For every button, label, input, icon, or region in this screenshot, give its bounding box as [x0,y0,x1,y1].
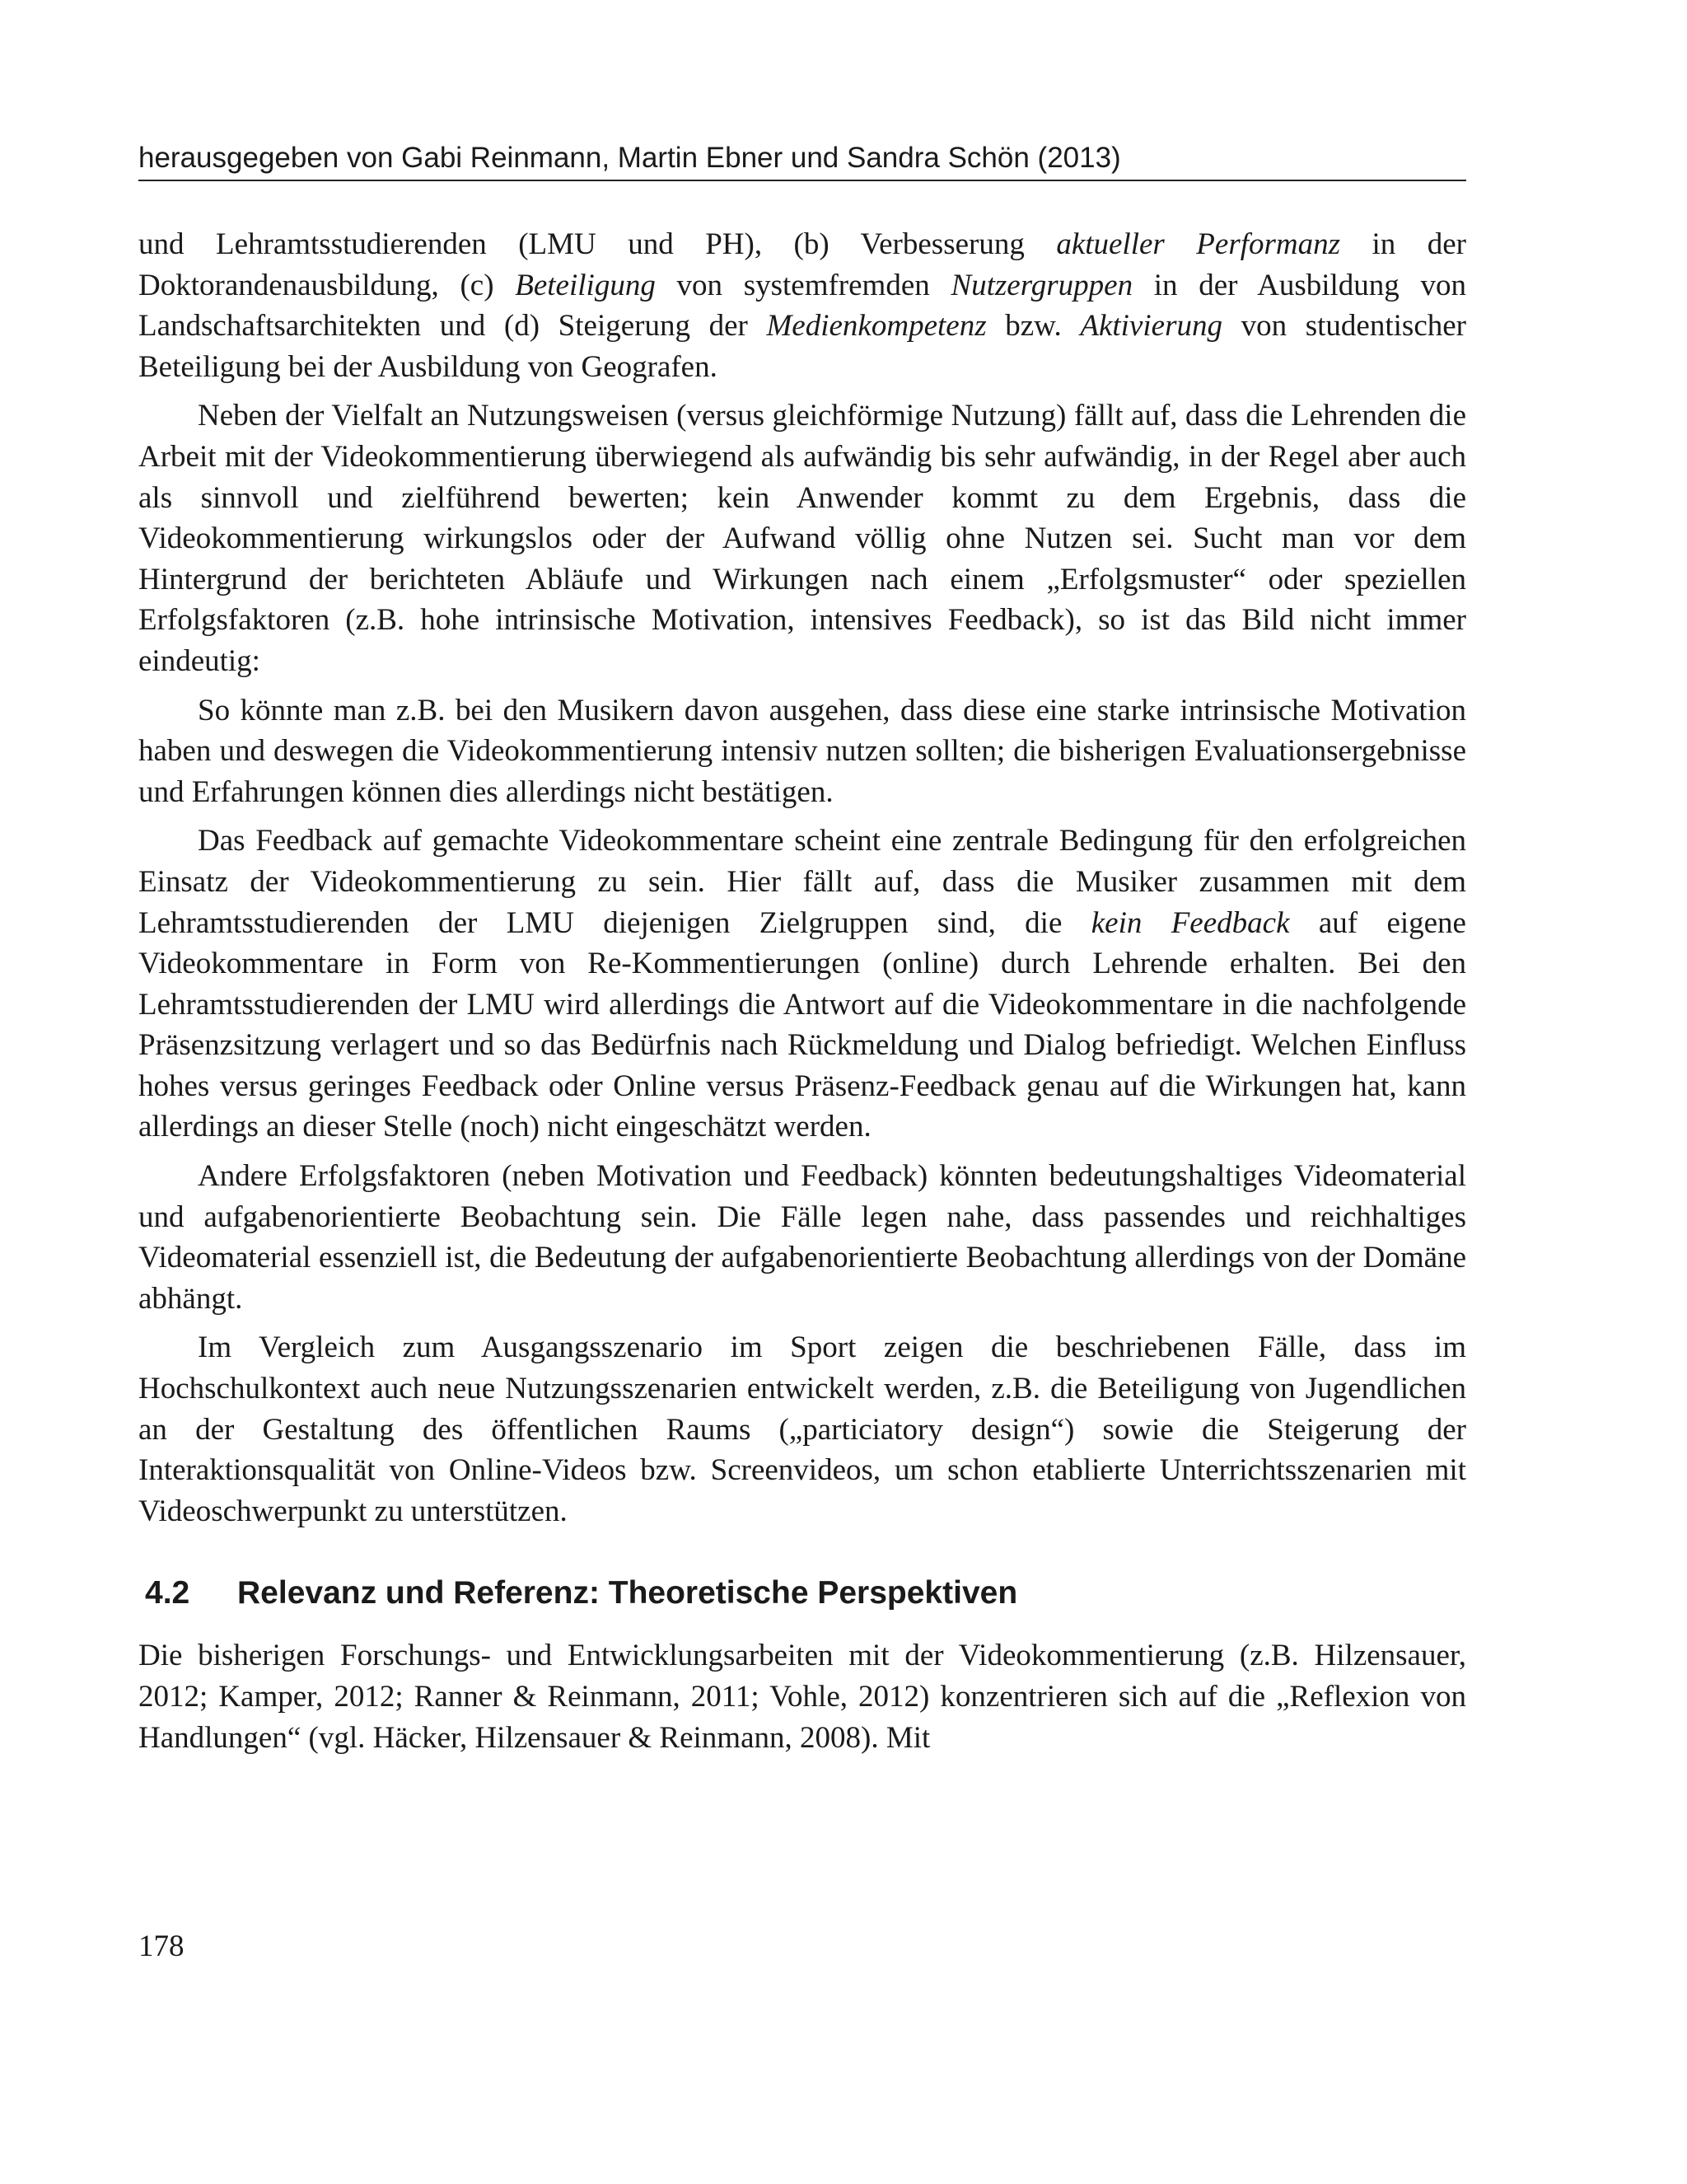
emphasis: Beteiligung [515,268,656,302]
text-run: Das Feedback auf gemachte Videokommentare scheint eine zentrale Bedingung für den erfolgreichen Einsatz der Videokommentierung zu sein. Hier fällt auf, dass die Musiker zusammen mit dem Lehramtsstudierenden der LMU diejenigen Zielgruppen sind, die [138,824,1466,940]
emphasis: Medienkompetenz [766,309,987,344]
paragraph-7: Die bisherigen Forschungs- und Entwicklungsarbeiten mit der Videokommentierung (z.B. Hilzensauer, 2012; Kamper, 2012; Ranner & Reinmann, 2011; Vohle, 2012) konzentrieren sich auf die „Reflexion von Handlungen“ (vgl. Häcker, Hilzensauer & Reinmann, 2008). Mit [138,1639,1466,1755]
text-run: in der Doktorandenausbildung, (c) [138,227,1466,302]
body-text [138,224,1466,1766]
paragraph-1 [138,224,1466,387]
text-run: von studentischer Beteiligung bei der Ausbildung von Geografen. [138,309,1466,384]
text-run: bzw. [986,309,1081,344]
text-run: von systemfremden [655,268,951,302]
emphasis: Aktivierung [1080,309,1222,344]
text-run: und Lehramtsstudierenden (LMU und PH), (b) Verbesserung [138,227,1057,261]
document-page [138,0,1466,2184]
paragraph-3: So könnte man z.B. bei den Musikern davon ausgehen, dass diese eine starke intrinsische Motivation haben und deswegen die Videokommentierung intensiv nutzen sollten; die bisherigen Evaluationsergebnisse und Erfahrungen können dies allerdings nicht bestätigen. [138,693,1466,809]
emphasis: aktueller Performanz [1056,227,1341,261]
emphasis: Nutzergruppen [951,268,1133,302]
section-title: Relevanz und Referenz: Theoretische Perspektiven [237,1575,1018,1611]
paragraph-4 [138,821,1466,1148]
paragraph-6: Im Vergleich zum Ausgangsszenario im Sport zeigen die beschriebenen Fälle, dass im Hochschulkontext auch neue Nutzungsszenarien entwickelt werden, z.B. die Beteiligung von Jugendlichen an der Gestaltung des öffentlichen Raums („particiatory design“) sowie die Steigerung der Interaktionsqualität von Online-Videos bzw. Screenvideos, um schon etablierte Unterrichtsszenarien mit Videoschwerpunkt zu unterstützen. [138,1331,1466,1528]
section-number: 4.2 [145,1575,190,1611]
text-run: in der Ausbildung von Landschaftsarchitekten und (d) Steigerung der [138,268,1466,344]
paragraph-5: Andere Erfolgsfaktoren (neben Motivation und Feedback) könnten bedeutungshaltiges Videomaterial und aufgabenorientierte Beobachtung sein. Die Fälle legen nahe, dass passendes und reichhaltiges Videomaterial essenziell ist, die Bedeutung der aufgabenorientierte Beobachtung allerdings von der Domäne abhängt. [138,1159,1466,1316]
text-run: auf eigene Videokommentare in Form von Re-Kommentierungen (online) durch Lehrende erhalten. Bei den Lehramtsstudierenden der LMU wird allerdings die Antwort auf die Videokommentare in die nachfolgende Präsenzsitzung verlagert und so das Bedürfnis nach Rückmeldung und Dialog befriedigt. Welchen Einfluss hohes versus geringes Feedback oder Online versus Präsenz-Feedback genau auf die Wirkungen hat, kann allerdings an dieser Stelle (noch) nicht eingeschätzt werden. [138,905,1466,1144]
paragraph-2: Neben der Vielfalt an Nutzungsweisen (versus gleichförmige Nutzung) fällt auf, dass die Lehrenden die Arbeit mit der Videokommentierung überwiegend als aufwändig bis sehr aufwändig, in der Regel aber auch als sinnvoll und zielführend bewerten; kein Anwender kommt zu dem Ergebnis, dass die Videokommentierung wirkungslos oder der Aufwand völlig ohne Nutzen sei. Sucht man vor dem Hintergrund der berichteten Abläufe und Wirkungen nach einem „Erfolgsmuster“ oder speziellen Erfolgsfaktoren (z.B. hohe intrinsische Motivation, intensives Feedback), so ist das Bild nicht immer eindeutig: [138,399,1466,678]
section-heading [145,1573,1466,1614]
emphasis: kein Feedback [1091,905,1290,940]
running-head: herausgegeben von Gabi Reinmann, Martin Ebner und Sandra Schön (2013) [138,140,1466,181]
page-number: 178 [138,1929,185,1963]
